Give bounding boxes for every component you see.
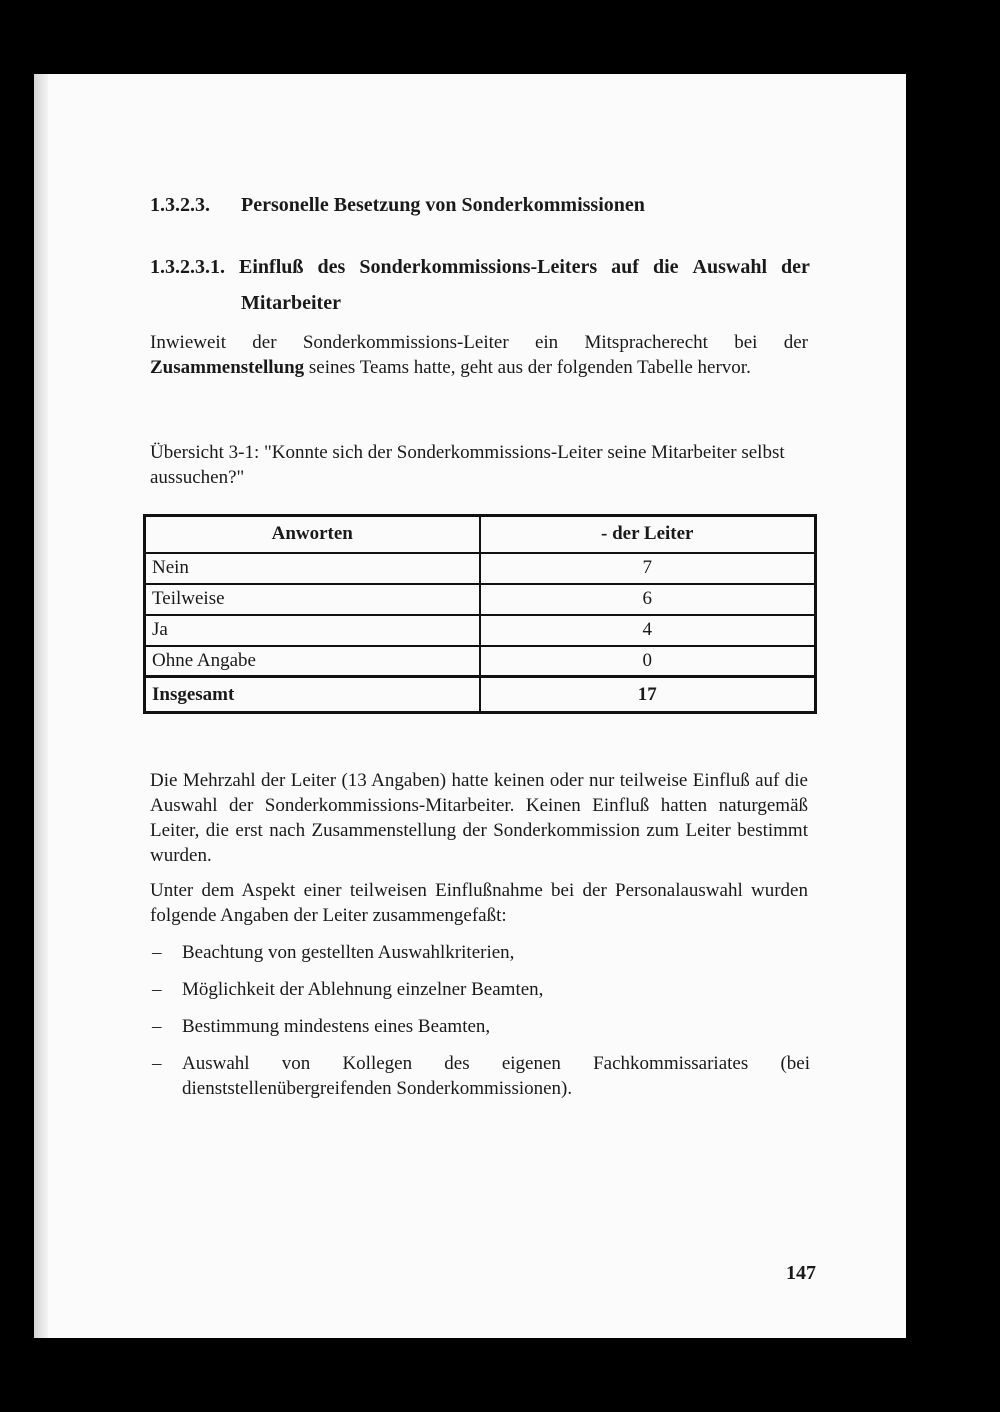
- table-header-row: [145, 516, 816, 553]
- table-row: [145, 553, 816, 584]
- table-cell-value: 7: [480, 553, 816, 584]
- table-cell-value: 0: [480, 646, 816, 677]
- intro-text-2: seines Teams hatte, geht aus der folgenden Tabelle hervor.: [304, 357, 751, 378]
- subsection-title-word: des: [317, 256, 346, 278]
- table-cell-label: Nein: [145, 553, 480, 584]
- table-row: [145, 615, 816, 646]
- list-item-text: Beachtung von gestellten Auswahlkriterien,: [182, 942, 515, 963]
- subsection-title-word: Einfluß: [239, 256, 304, 278]
- results-table: [143, 514, 817, 714]
- page-number: 147: [786, 1262, 816, 1284]
- list-item: [150, 940, 810, 965]
- subsection-number: 1.3.2.3.1.: [150, 256, 225, 278]
- dash-bullet: –: [152, 942, 162, 963]
- table-cell-label: Ohne Angabe: [145, 646, 480, 677]
- table-header: Anworten: [145, 516, 480, 553]
- list-item: [150, 1051, 810, 1101]
- list-item-text: Auswahl von Kollegen des eigenen Fachkommissariates (bei dienststellenübergreifenden Sonderkommissionen).: [182, 1053, 810, 1099]
- subsection-title-line2: Mitarbeiter: [241, 292, 341, 314]
- table-total-row: [145, 677, 816, 713]
- table-caption: Übersicht 3-1: "Konnte sich der Sonderkommissions-Leiter seine Mitarbeiter selbst aussuchen?": [150, 442, 785, 488]
- table-header: - der Leiter: [480, 516, 816, 553]
- page-binding-shadow: [34, 74, 48, 1338]
- table-cell-value: 4: [480, 615, 816, 646]
- dash-bullet: –: [152, 979, 162, 1000]
- table-row: [145, 646, 816, 677]
- section-title: Personelle Besetzung von Sonderkommissionen: [241, 194, 645, 216]
- list-item-text: Bestimmung mindestens eines Beamten,: [182, 1016, 491, 1037]
- criteria-list: [150, 940, 810, 1113]
- subsection-title-word: Auswahl: [692, 256, 768, 278]
- intro-bold-term: Zusammenstellung: [150, 357, 305, 378]
- list-item: [150, 1014, 810, 1039]
- table-cell-value: 6: [480, 584, 816, 615]
- table-row: [145, 584, 816, 615]
- subsection-title-word: auf: [611, 256, 639, 278]
- list-item-text: Möglichkeit der Ablehnung einzelner Beamten,: [182, 979, 544, 1000]
- table-total-label: Insgesamt: [145, 677, 480, 713]
- intro-paragraph: [150, 330, 808, 380]
- intro-text-1: Inwieweit der Sonderkommissions-Leiter ein Mitspracherecht bei der: [150, 332, 808, 353]
- subsection-title-word: der: [781, 256, 810, 278]
- table-cell-label: Teilweise: [145, 584, 480, 615]
- list-item: [150, 977, 810, 1002]
- section-number: 1.3.2.3.: [150, 194, 210, 216]
- table-total-value: 17: [480, 677, 816, 713]
- subsection-title-word: Sonderkommissions-Leiters: [359, 256, 598, 278]
- subsection-title-word: die: [652, 256, 679, 278]
- dash-bullet: –: [152, 1053, 162, 1074]
- section-heading: [150, 194, 645, 217]
- body-paragraph-1: Die Mehrzahl der Leiter (13 Angaben) hatte keinen oder nur teilweise Einfluß auf die Auswahl der Sonderkommissions-Mitarbeiter. Keinen Einfluß hatten naturgemäß Leiter, die erst nach Zusammenstellung der Sonderkommission zum Leiter bestimmt wurden.: [150, 770, 808, 866]
- table-cell-label: Ja: [145, 615, 480, 646]
- subsection-heading: [150, 256, 810, 315]
- dash-bullet: –: [152, 1016, 162, 1037]
- body-paragraph-2: Unter dem Aspekt einer teilweisen Einflußnahme bei der Personalauswahl wurden folgende Angaben der Leiter zusammengefaßt:: [150, 880, 808, 926]
